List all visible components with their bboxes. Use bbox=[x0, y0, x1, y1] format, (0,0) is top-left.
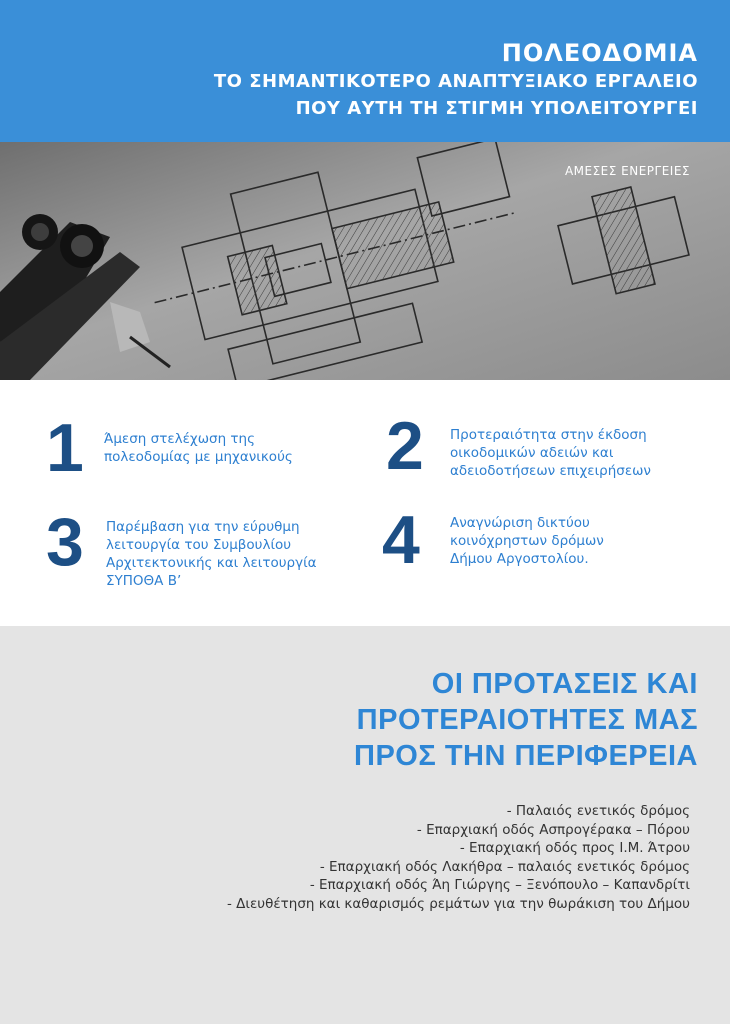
proposals-list bbox=[227, 802, 690, 913]
action-text: Αναγνώριση δικτύου κοινόχρηστων δρόμων Δήμου Αργοστολίου. bbox=[450, 515, 604, 567]
action-text: Προτεραιότητα στην έκδοση οικοδομικών αδειών και αδειοδοτήσεων επιχειρήσεων bbox=[450, 427, 651, 479]
action-number: 2 bbox=[386, 408, 424, 484]
page-title: ΠΟΛΕΟΔΟΜΙΑ bbox=[501, 39, 698, 67]
list-item: - Διευθέτηση και καθαρισμός ρεμάτων για την θωράκιση του Δήμου bbox=[227, 895, 690, 912]
proposals-heading: ΟΙ ΠΡΟΤΑΣΕΙΣ ΚΑΙ ΠΡΟΤΕΡΑΙΟΤΗΤΕΣ ΜΑΣ ΠΡΟΣ ΤΗΝ ΠΕΡΙΦΕΡΕΙΑ bbox=[354, 668, 698, 772]
header-banner bbox=[0, 0, 730, 142]
list-item: - Επαρχιακή οδός προς Ι.Μ. Άτρου bbox=[459, 840, 690, 856]
subtitle-line-2: ΠΟΥ ΑΥΤΗ ΤΗ ΣΤΙΓΜΗ ΥΠΟΛΕΙΤΟΥΡΓΕΙ bbox=[295, 98, 698, 119]
action-text: Άμεση στελέχωση της πολεοδομίας με μηχανικούς bbox=[104, 431, 293, 465]
action-number: 1 bbox=[46, 410, 84, 486]
list-item: - Επαρχιακή οδός Ασπρογέρακα – Πόρου bbox=[416, 821, 690, 838]
technical-drawing-photo bbox=[0, 142, 730, 380]
proposals-section bbox=[0, 626, 730, 1024]
list-item: - Επαρχιακή οδός Λακήθρα – παλαιός ενετικός δρόμος bbox=[319, 858, 690, 875]
action-text: Παρέμβαση για την εύρυθμη λειτουργία του Συμβουλίου Αρχιτεκτονικής και λειτουργία ΣΥΠΟΘΑ Β’ bbox=[106, 519, 317, 589]
list-item: - Επαρχιακή οδός Άη Γιώργης – Ξενόπουλο – Καπανδρίτι bbox=[309, 877, 690, 893]
section-label: ΑΜΕΣΕΣ ΕΝΕΡΓΕΙΕΣ bbox=[564, 164, 690, 178]
action-number: 4 bbox=[382, 502, 420, 578]
subtitle-line-1: ΤΟ ΣΗΜΑΝΤΙΚΟΤΕΡΟ ΑΝΑΠΤΥΞΙΑΚΟ ΕΡΓΑΛΕΙΟ bbox=[213, 71, 698, 92]
actions-section bbox=[0, 380, 730, 626]
action-number: 3 bbox=[46, 504, 84, 580]
list-item: - Παλαιός ενετικός δρόμος bbox=[506, 803, 690, 819]
